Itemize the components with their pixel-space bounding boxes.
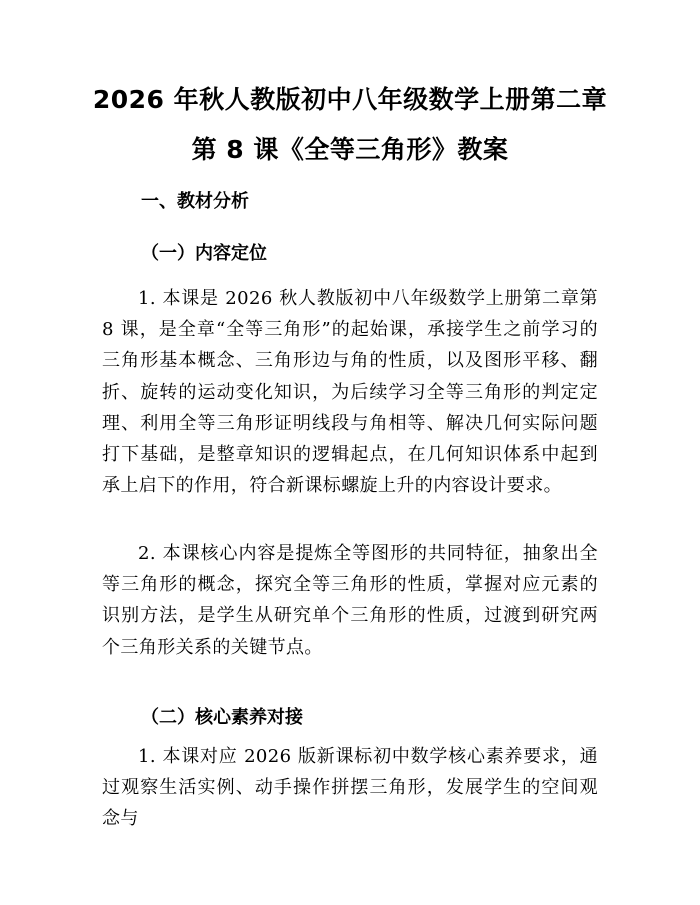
paragraph-core-literacy-1: 1. 本课对应 2026 版新课标初中数学核心素养要求，通过观察生活实例、动手操作拼摆三角形，发展学生的空间观念与 xyxy=(102,746,598,830)
document-title-line-1: 2026 年秋人教版初中八年级数学上册第二章 xyxy=(92,85,608,114)
section-heading-textbook-analysis: 一、教材分析 xyxy=(141,191,249,212)
document-title-line-2: 第 8 课《全等三角形》教案 xyxy=(191,135,509,164)
subsection-heading-content-positioning: （一）内容定位 xyxy=(141,243,267,264)
paragraph-content-positioning-1: 1. 本课是 2026 秋人教版初中八年级数学上册第二章第 8 课，是全章“全等三角形”的起始课，承接学生之前学习的三角形基本概念、三角形边与角的性质，以及图形平移、翻折、旋转的运动变化知识，为后续学习全等三角形的判定定理、利用全等三角形证明线段与角相等、解决几何实际问题打下基础，是整章知识的逻辑起点，在几何知识体系中起到承上启下的作用，符合新课标螺旋上升的内容设计要求。 xyxy=(102,288,598,497)
paragraph-content-positioning-2: 2. 本课核心内容是提炼全等图形的共同特征，抽象出全等三角形的概念，探究全等三角形的性质，掌握对应元素的识别方法，是学生从研究单个三角形的性质，过渡到研究两个三角形关系的关键节点。 xyxy=(102,543,598,658)
subsection-heading-core-literacy: （二）核心素养对接 xyxy=(141,707,303,728)
